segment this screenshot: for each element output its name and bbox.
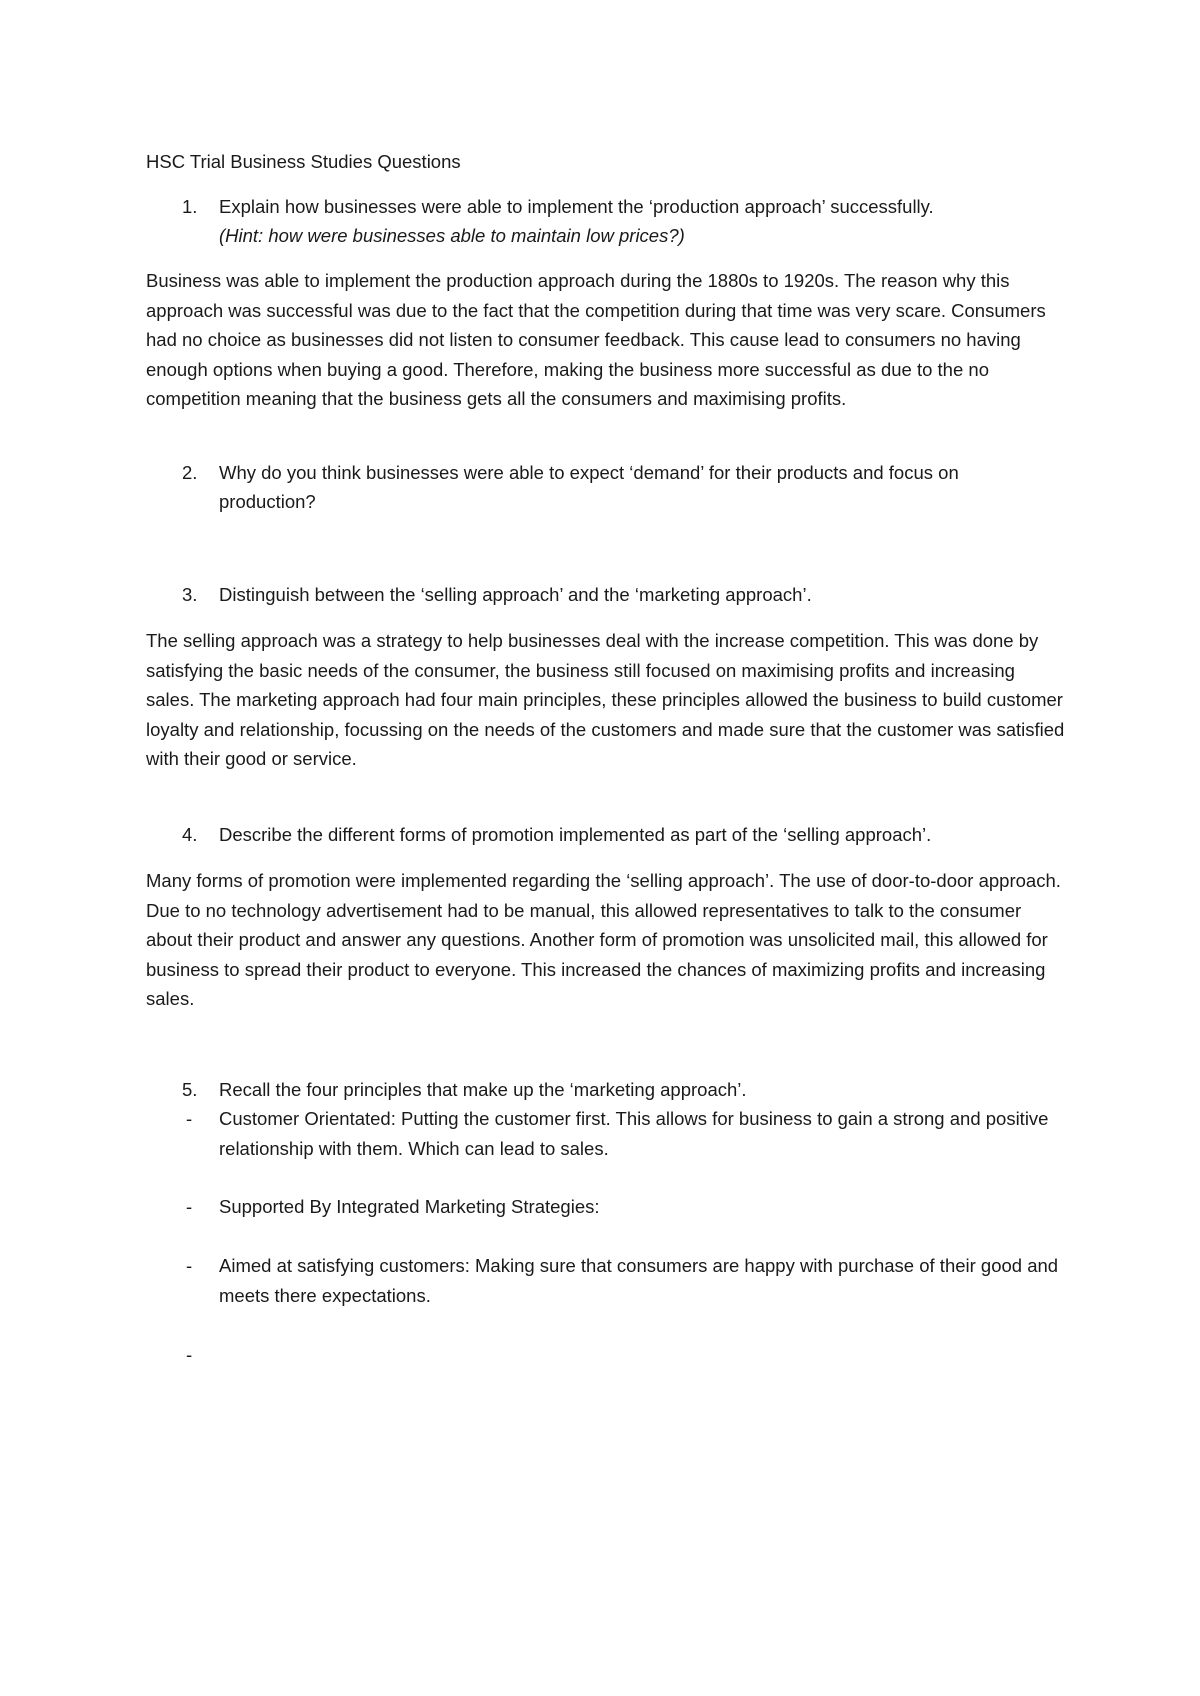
bullet-text: Supported By Integrated Marketing Strategies: [219,1196,600,1217]
list-item [146,1251,1096,1310]
list-item [146,1192,1096,1222]
question-2 [146,458,1096,516]
question-1-text: Explain how businesses were able to implement the ‘production approach’ successfully. [219,196,934,217]
bullet-dash: - [186,1196,193,1217]
question-4 [146,820,1096,849]
bullet-dash: - [186,1108,193,1129]
document-title: HSC Trial Business Studies Questions [146,151,461,172]
question-1-hint: (Hint: how were businesses able to maintain low prices?) [219,225,685,246]
bullet-dash: - [186,1255,193,1276]
list-item [146,1104,1096,1163]
answer-4: Many forms of promotion were implemented regarding the ‘selling approach’. The use of door-to-door approach. Due to no technology advertisement had to be manual, this allowed representatives to talk to the consumer about their product and answer any questions. Another form of promotion was unsolicited mail, this allowed for business to spread their product to everyone. This increased the chances of maximizing profits and increasing sales. [146,870,1061,1009]
question-5-text: Recall the four principles that make up the ‘marketing approach’. [219,1079,747,1100]
question-4-text: Describe the different forms of promotion implemented as part of the ‘selling approach’. [219,824,932,845]
bullet-dash: - [186,1344,193,1365]
answer-3: The selling approach was a strategy to help businesses deal with the increase competition. This was done by satisfying the basic needs of the consumer, the business still focused on maximising profits and increasing sales. The marketing approach had four main principles, these principles allowed the business to build customer loyalty and relationship, focussing on the needs of the customers and made sure that the customer was satisfied with their good or service. [146,630,1065,769]
question-3-number: 3. [182,584,198,605]
question-4-number: 4. [182,824,198,845]
question-3-text: Distinguish between the ‘selling approach’ and the ‘marketing approach’. [219,584,812,605]
question-3 [146,580,1096,609]
question-5-number: 5. [182,1079,198,1100]
question-1 [146,192,1096,250]
answer-1: Business was able to implement the production approach during the 1880s to 1920s. The reason why this approach was successful was due to the fact that the competition during that time was very scare. Consumers had no choice as businesses did not listen to consumer feedback. This cause lead to consumers no having enough options when buying a good. Therefore, making the business more successful as due to the no competition meaning that the business gets all the consumers and maximising profits. [146,270,1046,409]
bullet-text: Aimed at satisfying customers: Making sure that consumers are happy with purchase of their good and meets there expectations. [219,1255,1059,1306]
bullet-text: Customer Orientated: Putting the customer first. This allows for business to gain a strong and positive relationship with them. Which can lead to sales. [219,1108,1049,1159]
question-1-number: 1. [182,196,198,217]
question-2-text: Why do you think businesses were able to expect ‘demand’ for their products and focus on production? [219,462,959,512]
question-5 [146,1075,1096,1104]
question-2-number: 2. [182,462,198,483]
